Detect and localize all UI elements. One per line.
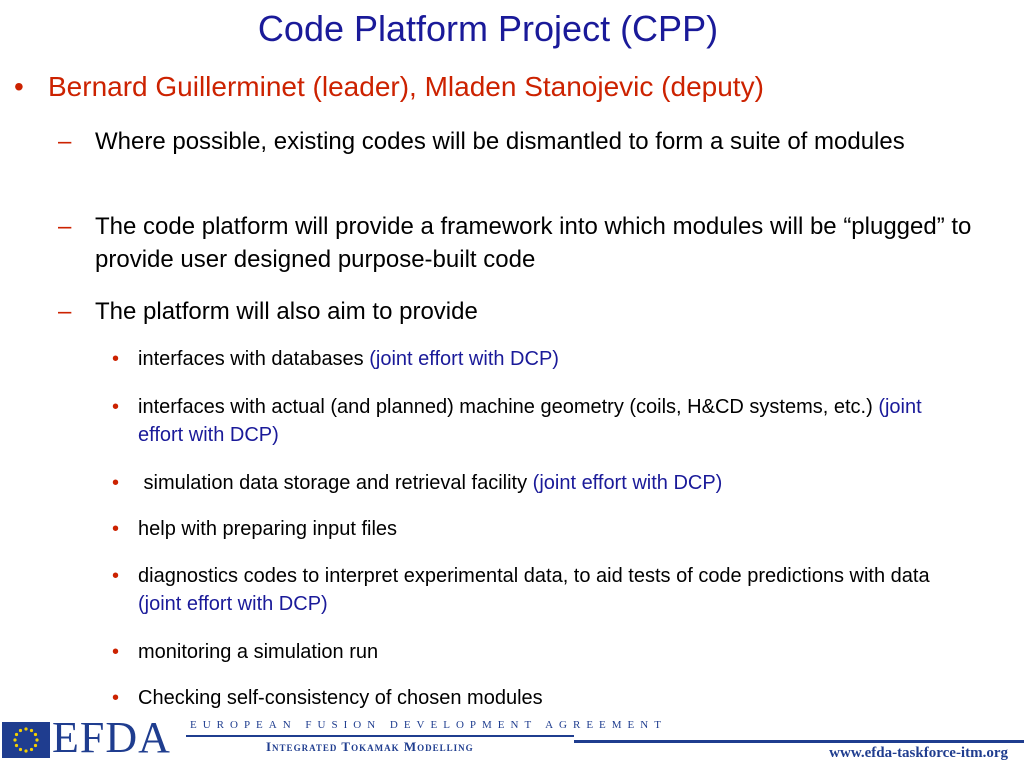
item-text: help with preparing input files [138, 518, 398, 540]
dash-marker: – [58, 128, 72, 155]
sub-point [58, 125, 994, 158]
list-item [112, 515, 954, 543]
dash-marker: – [58, 213, 72, 240]
bullet-marker: • [112, 396, 120, 418]
list-item [112, 393, 954, 449]
sub-point [58, 295, 994, 328]
bullet-marker: • [14, 71, 24, 102]
bullet-marker: • [112, 518, 120, 540]
bullet-marker: • [112, 348, 120, 370]
item-text: interfaces with actual (and planned) machine geometry (coils, H&CD systems, etc.) [138, 396, 873, 418]
divider [186, 735, 574, 737]
list-item [112, 562, 954, 618]
joint-effort-note: (joint effort with DCP) [138, 593, 328, 615]
sub-point-text: Where possible, existing codes will be dismantled to form a suite of modules [95, 128, 905, 155]
item-text: monitoring a simulation run [138, 641, 379, 663]
item-text: interfaces with databases [138, 348, 364, 370]
list-item [112, 638, 954, 666]
item-text: diagnostics codes to interpret experimental data, to aid tests of code predictions with data [138, 565, 930, 587]
joint-effort-note: (joint effort with DCP) [532, 472, 723, 494]
efda-full-name: EUROPEAN FUSION DEVELOPMENT AGREEMENT [190, 719, 667, 731]
dash-marker: – [58, 298, 72, 325]
bullet-marker: • [112, 687, 120, 709]
footer-url[interactable]: www.efda-taskforce-itm.org [829, 745, 1008, 761]
bullet-marker: • [112, 641, 120, 663]
efda-logo: EFDA [52, 713, 171, 762]
sub-point [58, 210, 994, 276]
footer-subtitle: Integrated Tokamak Modelling [266, 739, 474, 754]
list-item [112, 345, 954, 373]
item-text: simulation data storage and retrieval facility [138, 472, 528, 494]
sub-point-text: The code platform will provide a framework into which modules will be “plugged” to provide user designed purpose-built code [95, 213, 972, 274]
slide-title: Code Platform Project (CPP) [257, 8, 719, 49]
eu-flag-icon [2, 722, 50, 758]
list-item [112, 684, 954, 712]
list-item [112, 469, 954, 497]
leader-text: Bernard Guillerminet (leader), Mladen Stanojevic (deputy) [48, 71, 764, 102]
bullet-marker: • [112, 565, 120, 587]
sub-point-text: The platform will also aim to provide [95, 298, 478, 325]
footer [0, 713, 1024, 768]
item-text: Checking self-consistency of chosen modules [138, 687, 543, 709]
leader-bullet [14, 70, 1004, 104]
divider [574, 740, 1024, 743]
joint-effort-note: (joint effort with DCP) [138, 396, 922, 446]
bullet-marker: • [112, 472, 120, 494]
joint-effort-note: (joint effort with DCP) [369, 348, 559, 370]
